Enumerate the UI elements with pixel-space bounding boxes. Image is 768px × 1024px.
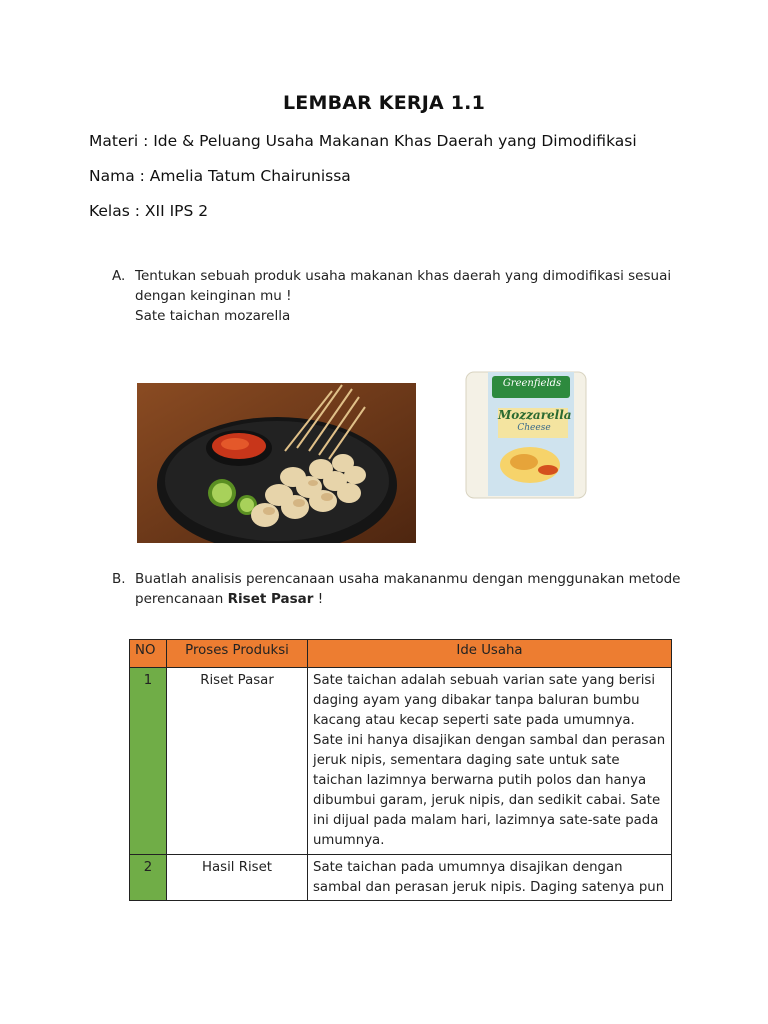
section-b-question: Buatlah analisis perencanaan usaha makananmu dengan menggunakan metode perencanaan — [135, 571, 681, 607]
sate-taichan-photo — [137, 383, 416, 543]
row-ide: Sate taichan pada umumnya disajikan dengan sambal dan perasan jeruk nipis. Daging satenya pun — [313, 860, 665, 895]
table-row — [130, 668, 672, 855]
riset-pasar-table — [129, 639, 672, 901]
row-no: 2 — [130, 855, 167, 901]
row-no: 1 — [130, 668, 167, 855]
page-title: LEMBAR KERJA 1.1 — [282, 92, 485, 114]
table-row — [130, 855, 672, 901]
row-ide: Sate taichan adalah sebuah varian sate yang berisi daging ayam yang dibakar tanpa baluran bumbu kacang atau kecap seperti sate pada umumnya. Sate ini hanya disajikan dengan sambal dan perasan jeruk nipis, sementara daging sate untuk sate taichan lazimnya berwarna putih polos dan hanya dibumbui garam, jeruk nipis, dan sedikit cabai. Sate ini dijual pada malam hari, lazimnya sate-sate pada umumnya. — [308, 668, 672, 855]
row-proses: Riset Pasar — [167, 668, 308, 855]
kelas-line: Kelas : XII IPS 2 — [89, 202, 209, 220]
row-ide-cell — [308, 855, 672, 901]
section-a-answer: Sate taichan mozarella — [135, 308, 291, 324]
header-no: NO — [130, 640, 167, 668]
section-b-question-bold: Riset Pasar — [227, 591, 314, 607]
mozzarella-cheese-photo — [420, 330, 630, 542]
cheese-brand-label: Greenfields — [502, 378, 562, 389]
header-ide: Ide Usaha — [308, 640, 672, 668]
materi-line: Materi : Ide & Peluang Usaha Makanan Khas Daerah yang Dimodifikasi — [89, 132, 637, 150]
header-proses: Proses Produksi — [167, 640, 308, 668]
section-a-question: Tentukan sebuah produk usaha makanan khas daerah yang dimodifikasi sesuai dengan keinginan mu ! — [135, 268, 672, 304]
section-b-letter: B. — [112, 571, 126, 587]
table-header-row — [130, 640, 672, 668]
row-proses: Hasil Riset — [167, 855, 308, 901]
nama-line: Nama : Amelia Tatum Chairunissa — [89, 167, 351, 185]
cheese-sub-label: Cheese — [517, 423, 551, 433]
section-b-question-end: ! — [313, 591, 324, 607]
section-a-letter: A. — [112, 268, 126, 284]
cheese-name-label: Mozzarella — [498, 408, 572, 422]
